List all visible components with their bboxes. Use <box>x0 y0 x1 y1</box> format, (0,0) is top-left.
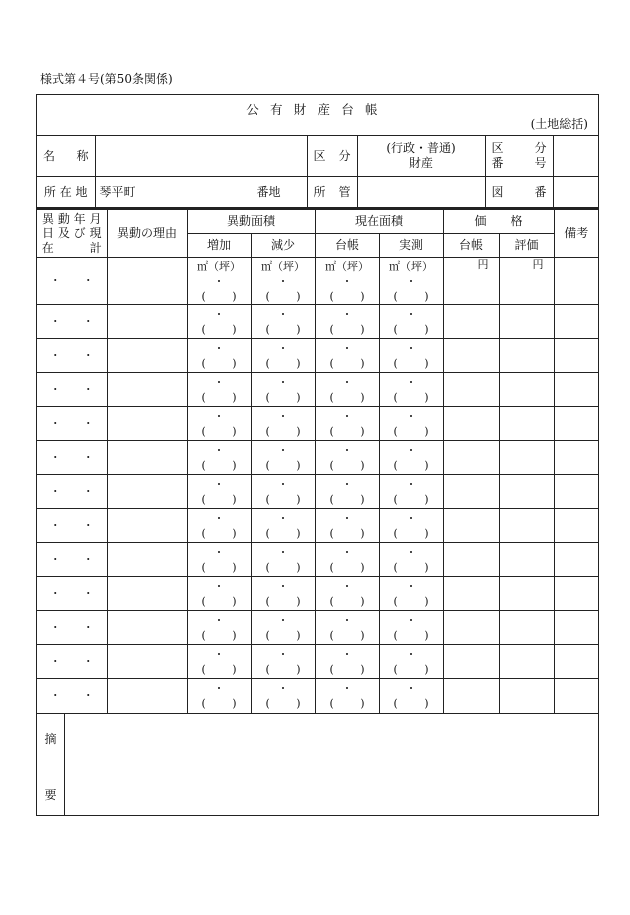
increase-cell[interactable]: ・ ( ) <box>187 407 251 441</box>
decrease-cell[interactable]: ・ ( ) <box>251 305 315 339</box>
price-ledger-cell[interactable] <box>443 339 499 373</box>
map-number-field[interactable] <box>553 176 598 208</box>
price-ledger-cell[interactable] <box>443 611 499 645</box>
reason-cell[interactable] <box>107 407 187 441</box>
current-area-header: 現在面積 <box>315 210 443 234</box>
increase-cell[interactable]: ㎡（坪） ・ ( ) <box>187 258 251 305</box>
reason-cell[interactable] <box>107 305 187 339</box>
ledger-area-cell[interactable]: ・ ( ) <box>315 441 379 475</box>
ledger-area-cell[interactable]: ・ ( ) <box>315 611 379 645</box>
date-cell[interactable]: ・ ・ <box>37 258 107 305</box>
table-row <box>37 305 598 339</box>
price-ledger-cell[interactable] <box>443 441 499 475</box>
increase-cell[interactable]: ・ ( ) <box>187 577 251 611</box>
remarks-cell[interactable] <box>554 475 598 509</box>
valuation-header: 評価 <box>499 234 554 258</box>
ledger-area-cell[interactable]: ・ ( ) <box>315 305 379 339</box>
increase-cell[interactable]: ・ ( ) <box>187 611 251 645</box>
title-block <box>37 95 598 136</box>
price-ledger-cell[interactable] <box>443 373 499 407</box>
measured-area-cell[interactable]: ㎡（坪） ・ ( ) <box>379 258 443 305</box>
reason-cell[interactable] <box>107 373 187 407</box>
reason-cell[interactable] <box>107 543 187 577</box>
remarks-cell[interactable] <box>554 509 598 543</box>
valuation-cell[interactable] <box>499 258 554 305</box>
valuation-cell[interactable] <box>499 339 554 373</box>
date-header: 異 動 年 月 日 及 び 現 在 計 <box>37 210 107 258</box>
price-ledger-cell[interactable] <box>443 679 499 713</box>
increase-cell[interactable]: ・ ( ) <box>187 645 251 679</box>
table-row <box>37 679 598 713</box>
measured-area-cell[interactable]: ・ ( ) <box>379 577 443 611</box>
location-field[interactable]: 琴平町 番地 <box>95 176 307 208</box>
reason-cell[interactable] <box>107 441 187 475</box>
ledger-area-header: 台帳 <box>315 234 379 258</box>
valuation-cell[interactable] <box>499 679 554 713</box>
notes-section <box>37 713 598 815</box>
price-ledger-cell[interactable] <box>443 258 499 305</box>
decrease-header: 減少 <box>251 234 315 258</box>
kubun-number-label: 区 分 番 号 <box>485 136 553 176</box>
measured-area-cell[interactable]: ・ ( ) <box>379 407 443 441</box>
valuation-cell[interactable] <box>499 475 554 509</box>
reason-cell[interactable] <box>107 645 187 679</box>
decrease-cell[interactable]: ・ ( ) <box>251 407 315 441</box>
kubun-number-field[interactable] <box>553 136 598 176</box>
jurisdiction-field[interactable] <box>357 176 485 208</box>
valuation-cell[interactable] <box>499 373 554 407</box>
reason-cell[interactable] <box>107 679 187 713</box>
remarks-cell[interactable] <box>554 679 598 713</box>
ledger-area-cell[interactable]: ・ ( ) <box>315 475 379 509</box>
price-ledger-cell[interactable] <box>443 645 499 679</box>
remarks-cell[interactable] <box>554 407 598 441</box>
ledger-title: 公有財産台帳 <box>246 102 389 117</box>
table-row <box>37 577 598 611</box>
date-cell[interactable]: ・ ・ <box>37 645 107 679</box>
increase-cell[interactable]: ・ ( ) <box>187 679 251 713</box>
reason-cell[interactable] <box>107 577 187 611</box>
valuation-cell[interactable] <box>499 509 554 543</box>
price-ledger-cell[interactable] <box>443 509 499 543</box>
remarks-header: 備考 <box>554 210 598 258</box>
table-row <box>37 611 598 645</box>
reason-cell[interactable] <box>107 339 187 373</box>
measured-area-cell[interactable]: ・ ( ) <box>379 645 443 679</box>
price-ledger-cell[interactable] <box>443 407 499 441</box>
ledger-area-cell[interactable]: ・ ( ) <box>315 679 379 713</box>
name-label: 名 称 <box>37 136 95 176</box>
table-row <box>37 441 598 475</box>
valuation-cell[interactable] <box>499 441 554 475</box>
increase-cell[interactable]: ・ ( ) <box>187 475 251 509</box>
jurisdiction-label: 所 管 <box>307 176 357 208</box>
decrease-cell[interactable]: ・ ( ) <box>251 679 315 713</box>
notes-field[interactable] <box>65 714 598 815</box>
price-ledger-header: 台帳 <box>443 234 499 258</box>
measured-area-cell[interactable]: ・ ( ) <box>379 305 443 339</box>
valuation-cell[interactable] <box>499 543 554 577</box>
measured-area-header: 実測 <box>379 234 443 258</box>
date-cell[interactable]: ・ ・ <box>37 611 107 645</box>
remarks-cell[interactable] <box>554 258 598 305</box>
date-cell[interactable]: ・ ・ <box>37 407 107 441</box>
date-cell[interactable]: ・ ・ <box>37 441 107 475</box>
change-area-header: 異動面積 <box>187 210 315 234</box>
movement-table <box>37 209 598 713</box>
measured-area-cell[interactable]: ・ ( ) <box>379 373 443 407</box>
remarks-cell[interactable] <box>554 305 598 339</box>
measured-area-cell[interactable]: ・ ( ) <box>379 509 443 543</box>
date-cell[interactable]: ・ ・ <box>37 543 107 577</box>
table-row <box>37 258 598 305</box>
measured-area-cell[interactable]: ・ ( ) <box>379 611 443 645</box>
valuation-cell[interactable] <box>499 645 554 679</box>
measured-area-cell[interactable]: ・ ( ) <box>379 441 443 475</box>
price-ledger-cell[interactable] <box>443 475 499 509</box>
remarks-cell[interactable] <box>554 339 598 373</box>
remarks-cell[interactable] <box>554 611 598 645</box>
remarks-cell[interactable] <box>554 373 598 407</box>
increase-cell[interactable]: ・ ( ) <box>187 441 251 475</box>
date-cell[interactable]: ・ ・ <box>37 339 107 373</box>
decrease-cell[interactable]: ・ ( ) <box>251 373 315 407</box>
valuation-cell[interactable] <box>499 577 554 611</box>
measured-area-cell[interactable]: ・ ( ) <box>379 475 443 509</box>
date-cell[interactable]: ・ ・ <box>37 679 107 713</box>
form-number-label: 様式第４号(第50条関係) <box>40 72 173 86</box>
remarks-cell[interactable] <box>554 577 598 611</box>
decrease-cell[interactable]: ・ ( ) <box>251 577 315 611</box>
increase-cell[interactable]: ・ ( ) <box>187 543 251 577</box>
table-row <box>37 543 598 577</box>
reason-cell[interactable] <box>107 611 187 645</box>
increase-cell[interactable]: ・ ( ) <box>187 339 251 373</box>
ledger-area-cell[interactable]: ・ ( ) <box>315 407 379 441</box>
decrease-cell[interactable]: ・ ( ) <box>251 475 315 509</box>
valuation-cell[interactable] <box>499 611 554 645</box>
date-cell[interactable]: ・ ・ <box>37 475 107 509</box>
ledger-area-cell[interactable]: ・ ( ) <box>315 373 379 407</box>
increase-cell[interactable]: ・ ( ) <box>187 509 251 543</box>
price-ledger-cell[interactable] <box>443 577 499 611</box>
price-header: 価 格 <box>443 210 554 234</box>
remarks-cell[interactable] <box>554 543 598 577</box>
reason-cell[interactable] <box>107 475 187 509</box>
remarks-cell[interactable] <box>554 645 598 679</box>
map-number-label: 図 番 <box>485 176 553 208</box>
decrease-cell[interactable]: ・ ( ) <box>251 339 315 373</box>
table-row <box>37 407 598 441</box>
table-row <box>37 339 598 373</box>
ledger-area-cell[interactable]: ・ ( ) <box>315 577 379 611</box>
decrease-cell[interactable]: ・ ( ) <box>251 441 315 475</box>
reason-cell[interactable] <box>107 509 187 543</box>
kubun-value[interactable]: (行政・普通) 財産 <box>357 136 485 176</box>
decrease-cell[interactable]: ・ ( ) <box>251 509 315 543</box>
ledger-area-cell[interactable]: ・ ( ) <box>315 543 379 577</box>
date-cell[interactable]: ・ ・ <box>37 373 107 407</box>
increase-cell[interactable]: ・ ( ) <box>187 305 251 339</box>
info-table <box>37 136 598 209</box>
decrease-cell[interactable]: ・ ( ) <box>251 611 315 645</box>
table-row <box>37 373 598 407</box>
valuation-cell[interactable] <box>499 305 554 339</box>
date-cell[interactable]: ・ ・ <box>37 509 107 543</box>
table-row <box>37 475 598 509</box>
ledger-subtitle: (土地総括) <box>530 117 588 131</box>
measured-area-cell[interactable]: ・ ( ) <box>379 679 443 713</box>
property-ledger-sheet <box>36 94 599 816</box>
measured-area-cell[interactable]: ・ ( ) <box>379 339 443 373</box>
location-label: 所 在 地 <box>37 176 95 208</box>
ledger-area-cell[interactable]: ・ ( ) <box>315 339 379 373</box>
name-field[interactable] <box>95 136 307 176</box>
table-row <box>37 509 598 543</box>
yen-unit: 円 <box>477 258 489 271</box>
price-ledger-cell[interactable] <box>443 543 499 577</box>
notes-label: 摘 要 <box>37 714 65 815</box>
valuation-cell[interactable] <box>499 407 554 441</box>
reason-cell[interactable] <box>107 258 187 305</box>
increase-header: 増加 <box>187 234 251 258</box>
reason-header: 異動の理由 <box>107 210 187 258</box>
decrease-cell[interactable]: ㎡（坪） ・ ( ) <box>251 258 315 305</box>
measured-area-cell[interactable]: ・ ( ) <box>379 543 443 577</box>
decrease-cell[interactable]: ・ ( ) <box>251 543 315 577</box>
ledger-area-cell[interactable]: ㎡（坪） ・ ( ) <box>315 258 379 305</box>
increase-cell[interactable]: ・ ( ) <box>187 373 251 407</box>
yen-unit: 円 <box>532 258 544 271</box>
kubun-label: 区 分 <box>307 136 357 176</box>
table-row <box>37 645 598 679</box>
ledger-area-cell[interactable]: ・ ( ) <box>315 645 379 679</box>
date-cell[interactable]: ・ ・ <box>37 305 107 339</box>
date-cell[interactable]: ・ ・ <box>37 577 107 611</box>
decrease-cell[interactable]: ・ ( ) <box>251 645 315 679</box>
remarks-cell[interactable] <box>554 441 598 475</box>
price-ledger-cell[interactable] <box>443 305 499 339</box>
ledger-area-cell[interactable]: ・ ( ) <box>315 509 379 543</box>
